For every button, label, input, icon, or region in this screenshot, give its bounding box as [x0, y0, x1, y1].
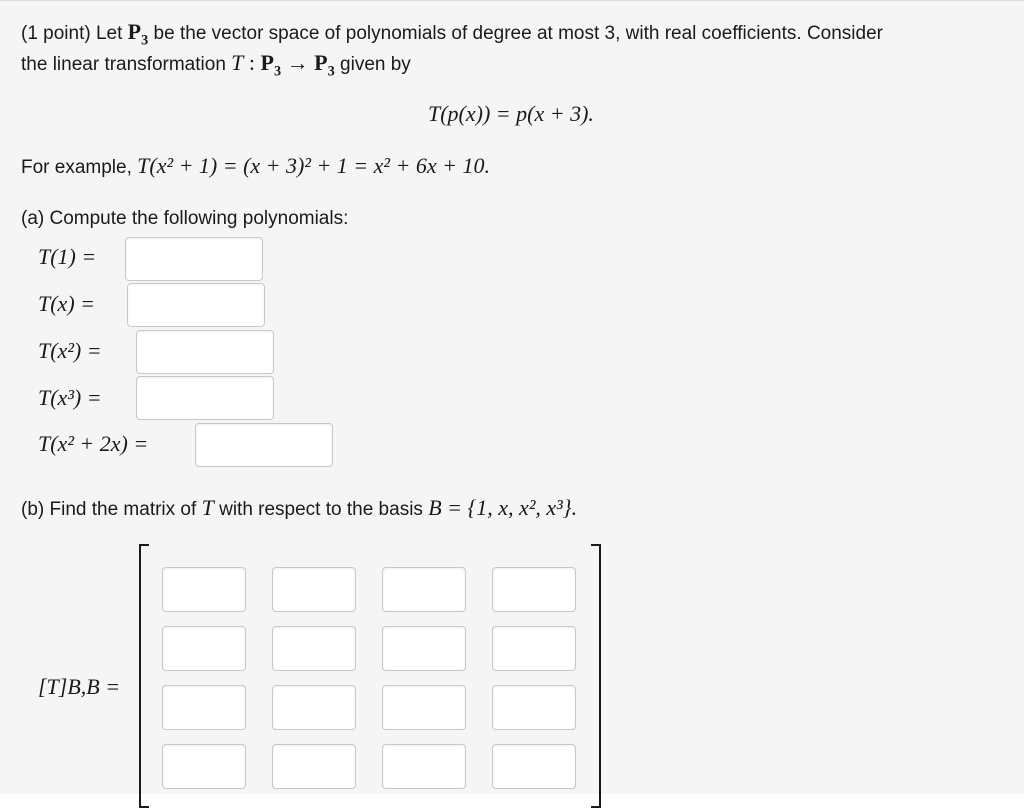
map-colon: :	[243, 50, 261, 75]
codomain-symbol	[314, 50, 335, 80]
label-T-1: T(1) =	[38, 244, 97, 269]
answer-T-x[interactable]	[127, 283, 265, 327]
matrix-right-bracket	[591, 544, 601, 808]
matrix-cell-3-3[interactable]	[382, 685, 466, 730]
matrix-cell-4-2[interactable]	[272, 744, 356, 789]
transform-symbol: T	[231, 50, 244, 75]
space-symbol-letter: P	[127, 19, 142, 44]
matrix-cell-2-4[interactable]	[492, 626, 576, 671]
domain-letter: P	[260, 50, 274, 75]
label-T-x2-2x: T(x² + 2x) =	[38, 431, 149, 456]
matrix-cell-4-1[interactable]	[162, 744, 246, 789]
intro2-text: the linear transformation	[21, 54, 232, 75]
space-symbol-sub: 3	[141, 32, 149, 49]
matrix-cell-2-2[interactable]	[272, 626, 356, 671]
matrix-cell-4-4[interactable]	[492, 744, 576, 789]
matrix-cell-1-1[interactable]	[162, 567, 246, 612]
matrix-cell-1-2[interactable]	[272, 567, 356, 612]
domain-sub: 3	[274, 63, 282, 80]
label-T-x2: T(x²) =	[38, 338, 102, 363]
display-equation: T(p(x)) = p(x + 3).	[428, 101, 594, 126]
part-a-heading: (a) Compute the following polynomials:	[21, 208, 349, 229]
part-b-heading	[21, 495, 577, 521]
matrix-cell-1-3[interactable]	[382, 567, 466, 612]
answer-T-x3[interactable]	[136, 376, 274, 420]
matrix-cell-2-3[interactable]	[382, 626, 466, 671]
label-T-x: T(x) =	[38, 291, 95, 316]
intro-line-2	[21, 50, 411, 80]
domain-symbol	[260, 50, 282, 80]
map-arrow: →	[281, 50, 315, 75]
answer-T-x2-2x[interactable]	[195, 423, 333, 467]
intro-text: (1 point) Let	[21, 23, 128, 44]
part-b-T: T	[201, 495, 214, 520]
matrix-left-bracket	[139, 544, 149, 808]
codomain-sub: 3	[327, 63, 335, 80]
label-T-x3: T(x³) =	[38, 385, 102, 410]
part-b-mid: with respect to the basis	[213, 499, 429, 520]
matrix-cell-4-3[interactable]	[382, 744, 466, 789]
example-equation: T(x² + 1) = (x + 3)² + 1 = x² + 6x + 10.	[137, 153, 490, 178]
matrix-cell-3-2[interactable]	[272, 685, 356, 730]
answer-T-x2[interactable]	[136, 330, 274, 374]
matrix-label: [T]B,B =	[38, 674, 121, 699]
matrix-cell-2-1[interactable]	[162, 626, 246, 671]
basis-set: B = {1, x, x², x³}.	[428, 495, 578, 520]
matrix-cell-3-1[interactable]	[162, 685, 246, 730]
intro-line-1	[21, 19, 883, 49]
answer-T-1[interactable]	[125, 237, 263, 281]
space-symbol	[127, 19, 149, 49]
example-line	[21, 153, 490, 179]
part-b-pre: (b) Find the matrix of	[21, 499, 202, 520]
codomain-letter: P	[314, 50, 328, 75]
example-prefix: For example,	[21, 157, 138, 178]
matrix-cell-1-4[interactable]	[492, 567, 576, 612]
matrix-cell-3-4[interactable]	[492, 685, 576, 730]
intro2-text-cont: given by	[334, 54, 411, 75]
intro-text-cont: be the vector space of polynomials of degree at most 3, with real coefficients. Consider	[148, 23, 883, 44]
